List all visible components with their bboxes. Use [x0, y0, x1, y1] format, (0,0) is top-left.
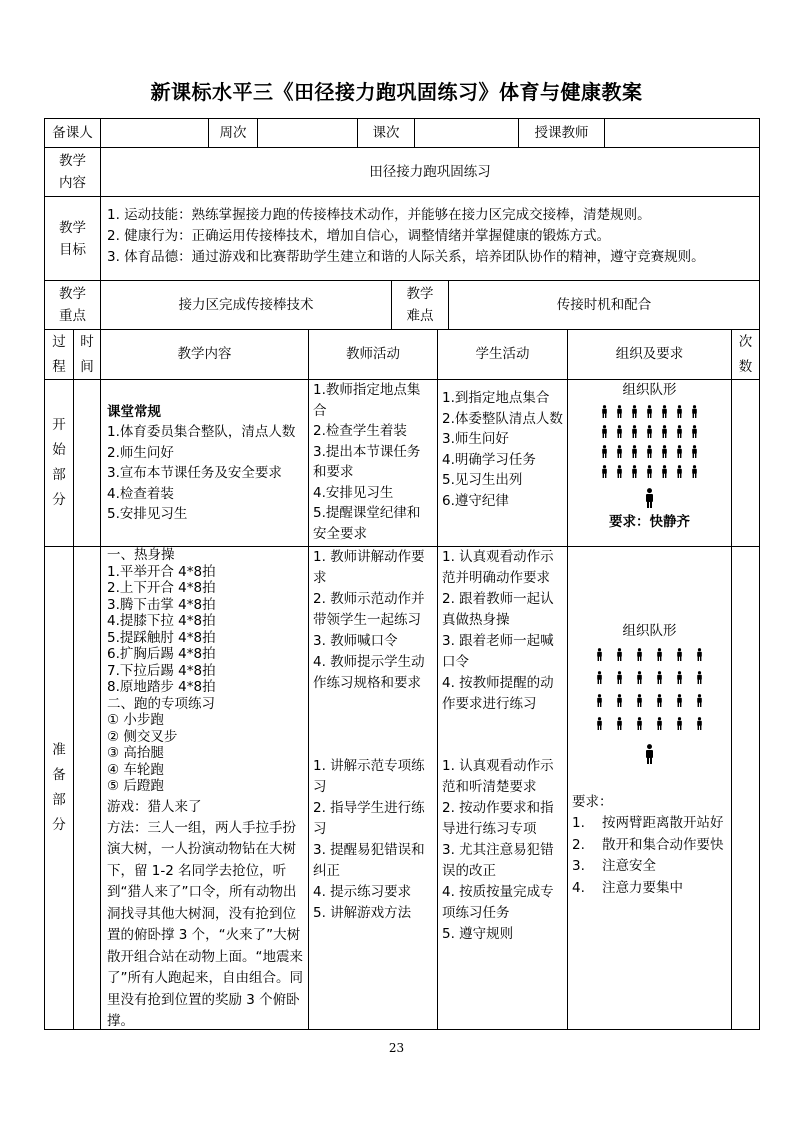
prep-req-text: 散开和集合动作要快	[602, 836, 724, 853]
student-figure-icon	[628, 405, 641, 418]
preparer-label: 备课人	[44, 118, 101, 148]
prep-student-item: 3. 跟着老师一起喊口令	[442, 633, 554, 670]
prep-req-item	[572, 813, 727, 835]
prep-teacher-item: 2. 指导学生进行练习	[313, 800, 425, 837]
student-figure-icon	[613, 465, 626, 478]
start-student-item: 2.体委整队清点人数	[442, 410, 563, 427]
start-student-item: 5.见习生出列	[442, 472, 523, 488]
running-item: ③ 高抬腿	[107, 745, 164, 761]
col-reps-text: 次数	[738, 333, 753, 375]
difficulty-value: 传接时机和配合	[448, 280, 760, 330]
prep-req-item	[572, 835, 727, 857]
student-figure-icon	[613, 425, 626, 438]
student-figure-icon	[598, 465, 611, 478]
start-content-item: 2.师生问好	[107, 444, 174, 461]
student-figure-icon	[598, 405, 611, 418]
student-figure-icon	[673, 445, 686, 458]
student-figure-icon	[673, 694, 686, 707]
document-title: 新课标水平三《田径接力跑巩固练习》体育与健康教案	[150, 80, 643, 104]
student-formation	[572, 405, 727, 478]
teacher-label: 授课教师	[518, 118, 605, 148]
start-reps	[731, 379, 760, 547]
student-figure-icon	[643, 445, 656, 458]
start-content-item: 4.检查着装	[107, 485, 174, 502]
student-figure-icon	[613, 717, 626, 730]
preparer-value[interactable]	[100, 118, 209, 148]
student-figure-icon	[653, 717, 666, 730]
running-item: ① 小步跑	[107, 712, 164, 728]
student-figure-icon	[593, 648, 606, 661]
student-figure-icon	[643, 425, 656, 438]
student-figure-icon	[613, 648, 626, 661]
prep-teacher-item: 4. 教师提示学生动作练习规格和要求	[313, 654, 425, 691]
objectives-label	[44, 196, 101, 281]
prep-req-item	[572, 878, 727, 900]
student-figure-icon	[628, 425, 641, 438]
prep-time	[73, 546, 101, 1030]
warmup-item: 4.提膝下拉 4*8拍	[107, 613, 216, 629]
start-student-item: 1.到指定地点集合	[442, 390, 550, 406]
difficulty-label-text: 教学难点	[406, 286, 434, 324]
prep-student-item: 4. 按质按量完成专项练习任务	[442, 884, 554, 921]
start-student-item: 6.遵守纪律	[442, 492, 509, 509]
col-student: 学生活动	[437, 329, 568, 380]
prep-student-item: 2. 跟着教师一起认真做热身操	[442, 591, 554, 628]
student-figure-icon	[613, 671, 626, 684]
objective-item: 3. 体育品德：通过游戏和比赛帮助学生建立和谐的人际关系，培养团队协作的精神，遵守竞赛规则。	[107, 249, 705, 265]
student-figure-icon	[613, 694, 626, 707]
warmup-item: 2.上下开合 4*8拍	[107, 580, 216, 596]
start-org-title: 组织队形	[622, 382, 677, 398]
start-teacher-item: 2.检查学生着装	[313, 423, 407, 439]
student-figure-icon	[598, 425, 611, 438]
lesson-number-value[interactable]	[414, 118, 519, 148]
start-organization	[567, 379, 732, 547]
lesson-number-label: 课次	[357, 118, 415, 148]
col-organization: 组织及要求	[567, 329, 732, 380]
student-figure-icon	[688, 425, 701, 438]
prep-teacher-item: 1. 教师讲解动作要求	[313, 549, 425, 586]
prep-process	[44, 546, 74, 1030]
student-figure-icon	[593, 694, 606, 707]
student-figure-icon	[628, 445, 641, 458]
running-heading: 二、跑的专项练习	[107, 695, 215, 712]
student-figure-icon	[613, 445, 626, 458]
prep-org-req-label: 要求：	[572, 793, 613, 810]
col-teacher: 教师活动	[308, 329, 438, 380]
teacher-figure-icon	[572, 488, 727, 508]
difficulty-label	[391, 280, 449, 330]
student-figure-icon	[658, 445, 671, 458]
start-content	[100, 379, 309, 547]
prep-teacher-item: 2. 教师示范动作并带领学生一起练习	[313, 591, 425, 628]
prep-req-number: 3.	[572, 858, 585, 874]
objectives-list	[100, 196, 760, 281]
prep-organization	[567, 546, 732, 1030]
student-figure-icon	[693, 671, 706, 684]
student-figure-icon	[693, 717, 706, 730]
warmup-item: 1.平举开合 4*8拍	[107, 563, 216, 580]
objective-item: 2. 健康行为：正确运用传接棒技术，增加自信心，调整情绪并掌握健康的锻炼方式。	[107, 228, 611, 244]
game-title: 游戏：猎人来了	[107, 798, 202, 815]
prep-process-text: 准备部分	[52, 742, 66, 833]
prep-teacher-item: 4. 提示练习要求	[313, 884, 412, 900]
student-figure-icon	[688, 465, 701, 478]
start-time	[73, 379, 101, 547]
week-value[interactable]	[257, 118, 358, 148]
student-figure-icon	[688, 405, 701, 418]
col-time-text: 时间	[80, 333, 94, 375]
start-content-heading: 课堂常规	[107, 403, 161, 420]
start-teacher	[308, 379, 438, 547]
prep-teacher-item: 1. 讲解示范专项练习	[313, 758, 425, 795]
student-figure-icon	[673, 648, 686, 661]
prep-reps	[731, 546, 760, 1030]
start-teacher-item: 4.安排见习生	[313, 484, 394, 501]
start-teacher-item: 5.提醒课堂纪律和安全要求	[313, 505, 421, 542]
student-figure-icon	[693, 648, 706, 661]
prep-content	[100, 546, 309, 1030]
student-formation	[572, 648, 727, 730]
prep-teacher-item: 3. 提醒易犯错误和纠正	[313, 842, 425, 879]
prep-teacher	[308, 546, 438, 1030]
prep-student-item: 2. 按动作要求和指导进行练习专项	[442, 800, 554, 837]
start-student	[437, 379, 568, 547]
col-reps	[731, 329, 760, 380]
start-org-requirement: 要求：快静齐	[609, 513, 690, 530]
student-figure-icon	[593, 671, 606, 684]
student-figure-icon	[653, 694, 666, 707]
student-figure-icon	[673, 717, 686, 730]
student-figure-icon	[673, 405, 686, 418]
col-process	[44, 329, 74, 380]
start-teacher-item: 1.教师指定地点集合	[313, 382, 421, 419]
teacher-figure-icon	[572, 744, 727, 764]
warmup-heading: 一、热身操	[107, 547, 175, 563]
start-process-text: 开始部分	[52, 417, 66, 508]
student-figure-icon	[693, 694, 706, 707]
warmup-item: 5.提踩触肘 4*8拍	[107, 629, 216, 646]
student-figure-icon	[643, 405, 656, 418]
warmup-item: 8.原地踏步 4*8拍	[107, 679, 216, 695]
prep-req-text: 注意力要集中	[602, 879, 683, 896]
student-figure-icon	[598, 445, 611, 458]
student-figure-icon	[633, 717, 646, 730]
start-teacher-item: 3.提出本节课任务和要求	[313, 443, 421, 480]
objectives-label-text: 教学目标	[59, 219, 86, 258]
prep-student	[437, 546, 568, 1030]
game-description: 方法：三人一组，两人手拉手扮演大树，一人扮演动物钻在大树下，留 1-2 名同学去抢位，听到“猎人来了”口令，所有动物出洞找寻其他大树洞，没有抢到位置的俯卧撑 3 个，“火来了”大树散开组合站在动物上面。“地震来了”所有人跑起来，自由组合。同里没有抢到位置的奖励 3 个俯卧撑。	[107, 819, 303, 1029]
prep-teacher-item: 5. 讲解游戏方法	[313, 905, 412, 921]
prep-req-number: 2.	[572, 836, 585, 853]
teacher-value[interactable]	[604, 118, 760, 148]
prep-student-item: 1. 认真观看动作示范和听清楚要求	[442, 758, 554, 795]
prep-req-number: 1.	[572, 815, 585, 831]
warmup-item: 7.下拉后踢 4*8拍	[107, 662, 216, 679]
student-figure-icon	[653, 648, 666, 661]
key-points-value: 接力区完成传接棒技术	[100, 280, 392, 330]
student-figure-icon	[653, 671, 666, 684]
student-figure-icon	[633, 694, 646, 707]
student-figure-icon	[633, 671, 646, 684]
start-content-item: 3.宣布本节课任务及安全要求	[107, 465, 282, 481]
week-label: 周次	[208, 118, 258, 148]
student-figure-icon	[658, 465, 671, 478]
objective-item: 1. 运动技能：熟练掌握接力跑的传接棒技术动作，并能够在接力区完成交接棒，清楚规则。	[107, 207, 651, 223]
prep-req-text: 按两臂距离散开站好	[602, 815, 724, 831]
col-process-text: 过程	[52, 333, 66, 375]
student-figure-icon	[633, 648, 646, 661]
student-figure-icon	[628, 465, 641, 478]
col-content: 教学内容	[100, 329, 309, 380]
prep-req-text: 注意安全	[602, 858, 656, 874]
prep-student-item: 3. 尤其注意易犯错误的改正	[442, 842, 554, 879]
content-label	[44, 147, 101, 197]
student-figure-icon	[593, 717, 606, 730]
student-figure-icon	[673, 425, 686, 438]
key-points-label-text: 教学重点	[59, 286, 86, 324]
student-figure-icon	[658, 425, 671, 438]
student-figure-icon	[658, 405, 671, 418]
student-figure-icon	[643, 465, 656, 478]
prep-student-item: 5. 遵守规则	[442, 926, 514, 942]
content-label-text: 教学内容	[59, 153, 86, 191]
start-content-item: 5.安排见习生	[107, 506, 188, 522]
warmup-item: 3.腾下击掌 4*8拍	[107, 596, 216, 613]
start-student-item: 3.师生问好	[442, 431, 509, 447]
prep-req-item	[572, 856, 727, 878]
key-points-label	[44, 280, 101, 330]
start-process	[44, 379, 74, 547]
prep-teacher-item: 3. 教师喊口令	[313, 633, 398, 649]
running-item: ② 侧交叉步	[107, 728, 178, 745]
warmup-item: 6.扩胸后踢 4*8拍	[107, 646, 216, 662]
prep-org-title: 组织队形	[622, 623, 677, 639]
lesson-plan-table	[44, 118, 760, 1030]
student-figure-icon	[673, 671, 686, 684]
student-figure-icon	[613, 405, 626, 418]
prep-student-item: 4. 按教师提醒的动作要求进行练习	[442, 675, 554, 712]
running-item: ⑤ 后蹬跑	[107, 778, 164, 794]
page-number: 23	[388, 1041, 405, 1055]
content-value: 田径接力跑巩固练习	[100, 147, 760, 197]
student-figure-icon	[673, 465, 686, 478]
prep-req-number: 4.	[572, 879, 585, 896]
running-item: ④ 车轮跑	[107, 761, 164, 778]
student-figure-icon	[688, 445, 701, 458]
start-content-item: 1.体育委员集合整队，清点人数	[107, 424, 296, 440]
start-student-item: 4.明确学习任务	[442, 451, 536, 468]
prep-student-item: 1. 认真观看动作示范并明确动作要求	[442, 549, 554, 586]
col-time	[73, 329, 101, 380]
